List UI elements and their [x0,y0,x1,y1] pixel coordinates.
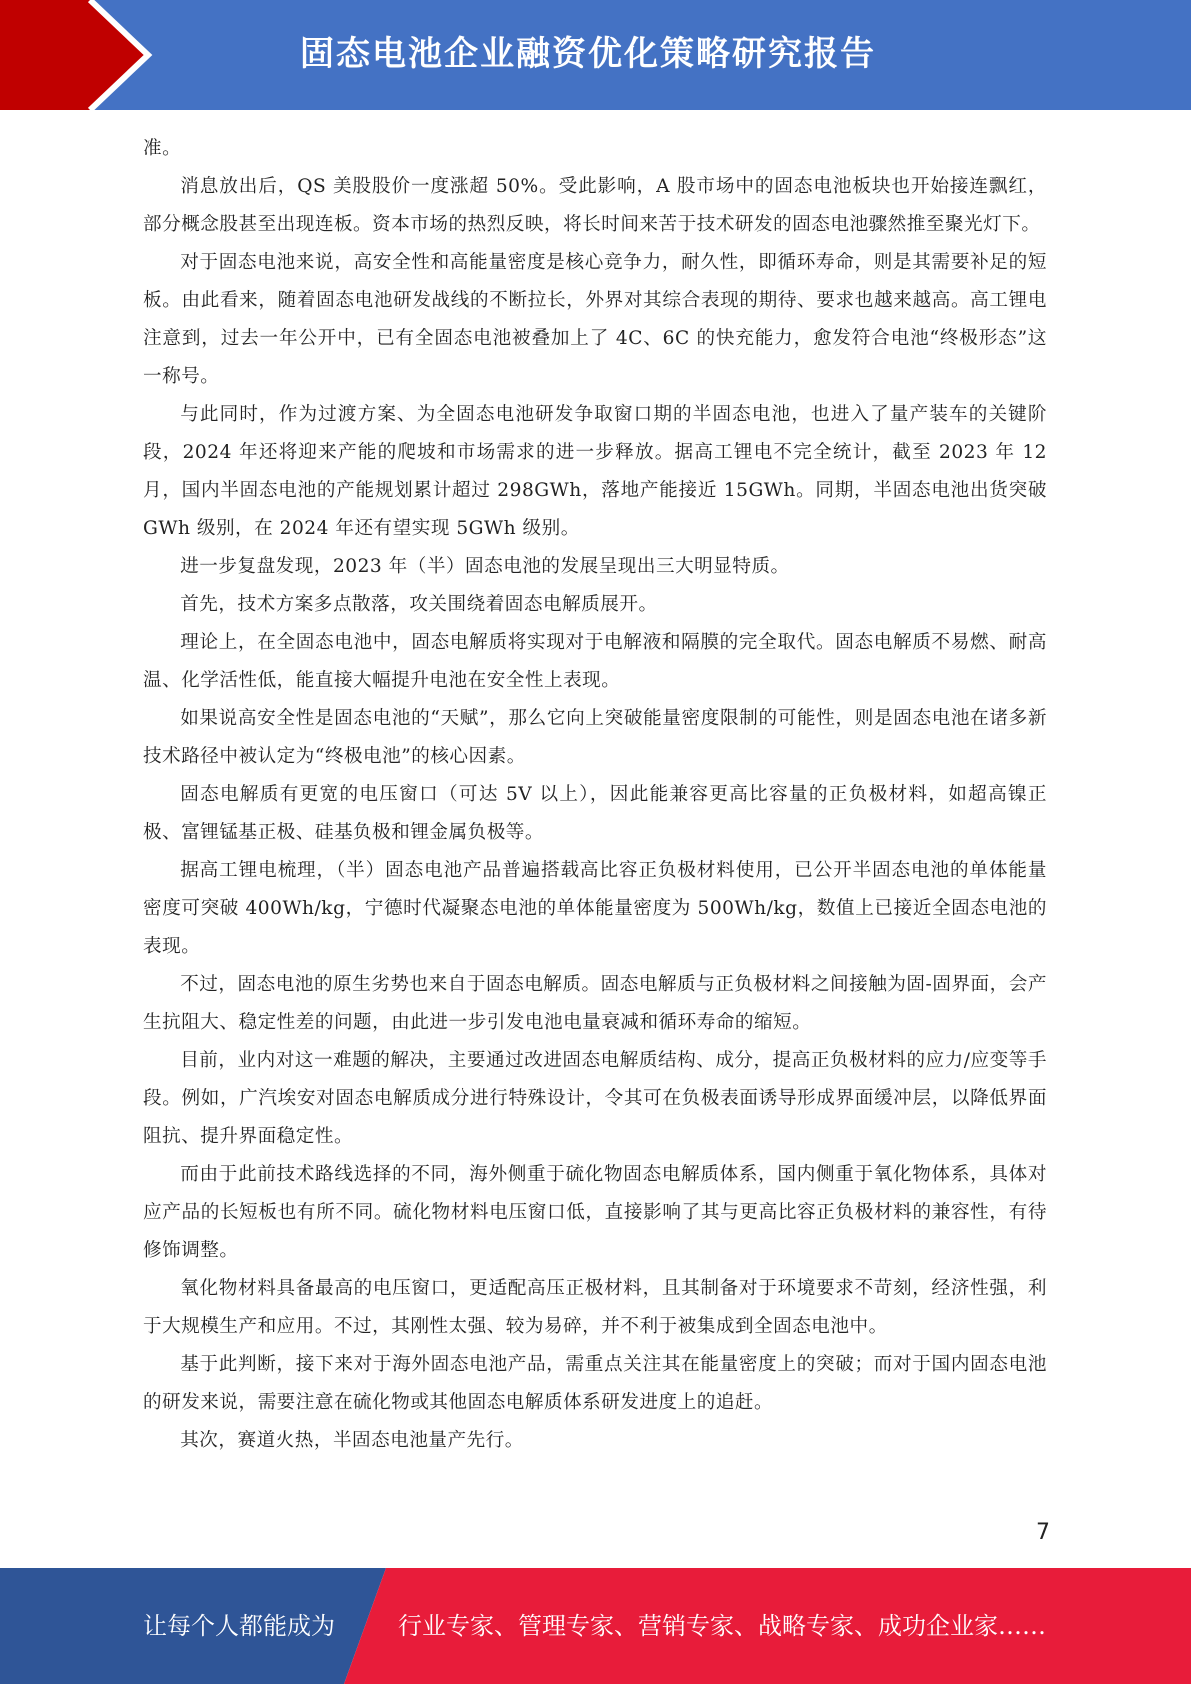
paragraph: 不过，固态电池的原生劣势也来自于固态电解质。固态电解质与正负极材料之间接触为固-固界面，会产生抗阻大、稳定性差的问题，由此进一步引发电池电量衰减和循环寿命的缩短。 [143,974,1047,1033]
footer-slogan-right: 行业专家、管理专家、营销专家、战略专家、成功企业家…… [398,1612,1046,1640]
body-text [143,130,1047,1460]
paragraph: 固态电解质有更宽的电压窗口（可达 5V 以上），因此能兼容更高比容量的正负极材料，如超高镍正极、富锂锰基正极、硅基负极和锂金属负极等。 [143,784,1047,843]
paragraph-continuation: 准。 [143,138,182,159]
paragraph: 首先，技术方案多点散落，攻关围绕着固态电解质展开。 [180,594,658,615]
paragraph: 理论上，在全固态电池中，固态电解质将实现对于电解液和隔膜的完全取代。固态电解质不易燃、耐高温、化学活性低，能直接大幅提升电池在安全性上表现。 [143,632,1047,691]
report-title: 固态电池企业融资优化策略研究报告 [300,34,876,74]
page-number: 7 [1036,1520,1050,1545]
paragraph: 进一步复盘发现，2023 年（半）固态电池的发展呈现出三大明显特质。 [180,556,790,577]
paragraph: 与此同时，作为过渡方案、为全固态电池研发争取窗口期的半固态电池，也进入了量产装车的关键阶段，2024 年还将迎来产能的爬坡和市场需求的进一步释放。据高工锂电不完全统计，截至 2023 年 12 月，国内半固态电池的产能规划累计超过 298GWh，落地产能接近 15GWh。同期，半固态电池出货突破 GWh 级别，在 2024 年还有望实现 5GWh 级别。 [143,404,1047,539]
red-arrow-decoration [0,0,160,110]
paragraph: 基于此判断，接下来对于海外固态电池产品，需重点关注其在能量密度上的突破；而对于国内固态电池的研发来说，需要注意在硫化物或其他固态电解质体系研发进度上的追赶。 [143,1354,1047,1413]
paragraph: 消息放出后，QS 美股股价一度涨超 50%。受此影响，A 股市场中的固态电池板块也开始接连飘红，部分概念股甚至出现连板。资本市场的热烈反映，将长时间来苦于技术研发的固态电池骤然推至聚光灯下。 [143,176,1047,235]
paragraph: 对于固态电池来说，高安全性和高能量密度是核心竞争力，耐久性，即循环寿命，则是其需要补足的短板。由此看来，随着固态电池研发战线的不断拉长，外界对其综合表现的期待、要求也越来越高。高工锂电注意到，过去一年公开中，已有全固态电池被叠加上了 4C、6C 的快充能力，愈发符合电池“终极形态”这一称号。 [143,252,1047,387]
page-footer [0,1568,1191,1684]
footer-slogan-left: 让每个人都能成为 [143,1612,335,1640]
paragraph: 氧化物材料具备最高的电压窗口，更适配高压正极材料，且其制备对于环境要求不苛刻，经济性强，利于大规模生产和应用。不过，其刚性太强、较为易碎，并不利于被集成到全固态电池中。 [143,1278,1047,1337]
paragraph: 如果说高安全性是固态电池的“天赋”，那么它向上突破能量密度限制的可能性，则是固态电池在诸多新技术路径中被认定为“终极电池”的核心因素。 [143,708,1047,767]
paragraph: 目前，业内对这一难题的解决，主要通过改进固态电解质结构、成分，提高正负极材料的应力/应变等手段。例如，广汽埃安对固态电解质成分进行特殊设计，令其可在负极表面诱导形成界面缓冲层，以降低界面阻抗、提升界面稳定性。 [143,1050,1047,1147]
paragraph: 而由于此前技术路线选择的不同，海外侧重于硫化物固态电解质体系，国内侧重于氧化物体系，具体对应产品的长短板也有所不同。硫化物材料电压窗口低，直接影响了其与更高比容正负极材料的兼容性，有待修饰调整。 [143,1164,1047,1261]
red-arrow-shape [0,0,148,110]
page-header [0,0,1191,110]
paragraph: 其次，赛道火热，半固态电池量产先行。 [180,1430,524,1451]
paragraph: 据高工锂电梳理，（半）固态电池产品普遍搭载高比容正负极材料使用，已公开半固态电池的单体能量密度可突破 400Wh/kg，宁德时代凝聚态电池的单体能量密度为 500Wh/kg，数值上已接近全固态电池的表现。 [143,860,1047,957]
